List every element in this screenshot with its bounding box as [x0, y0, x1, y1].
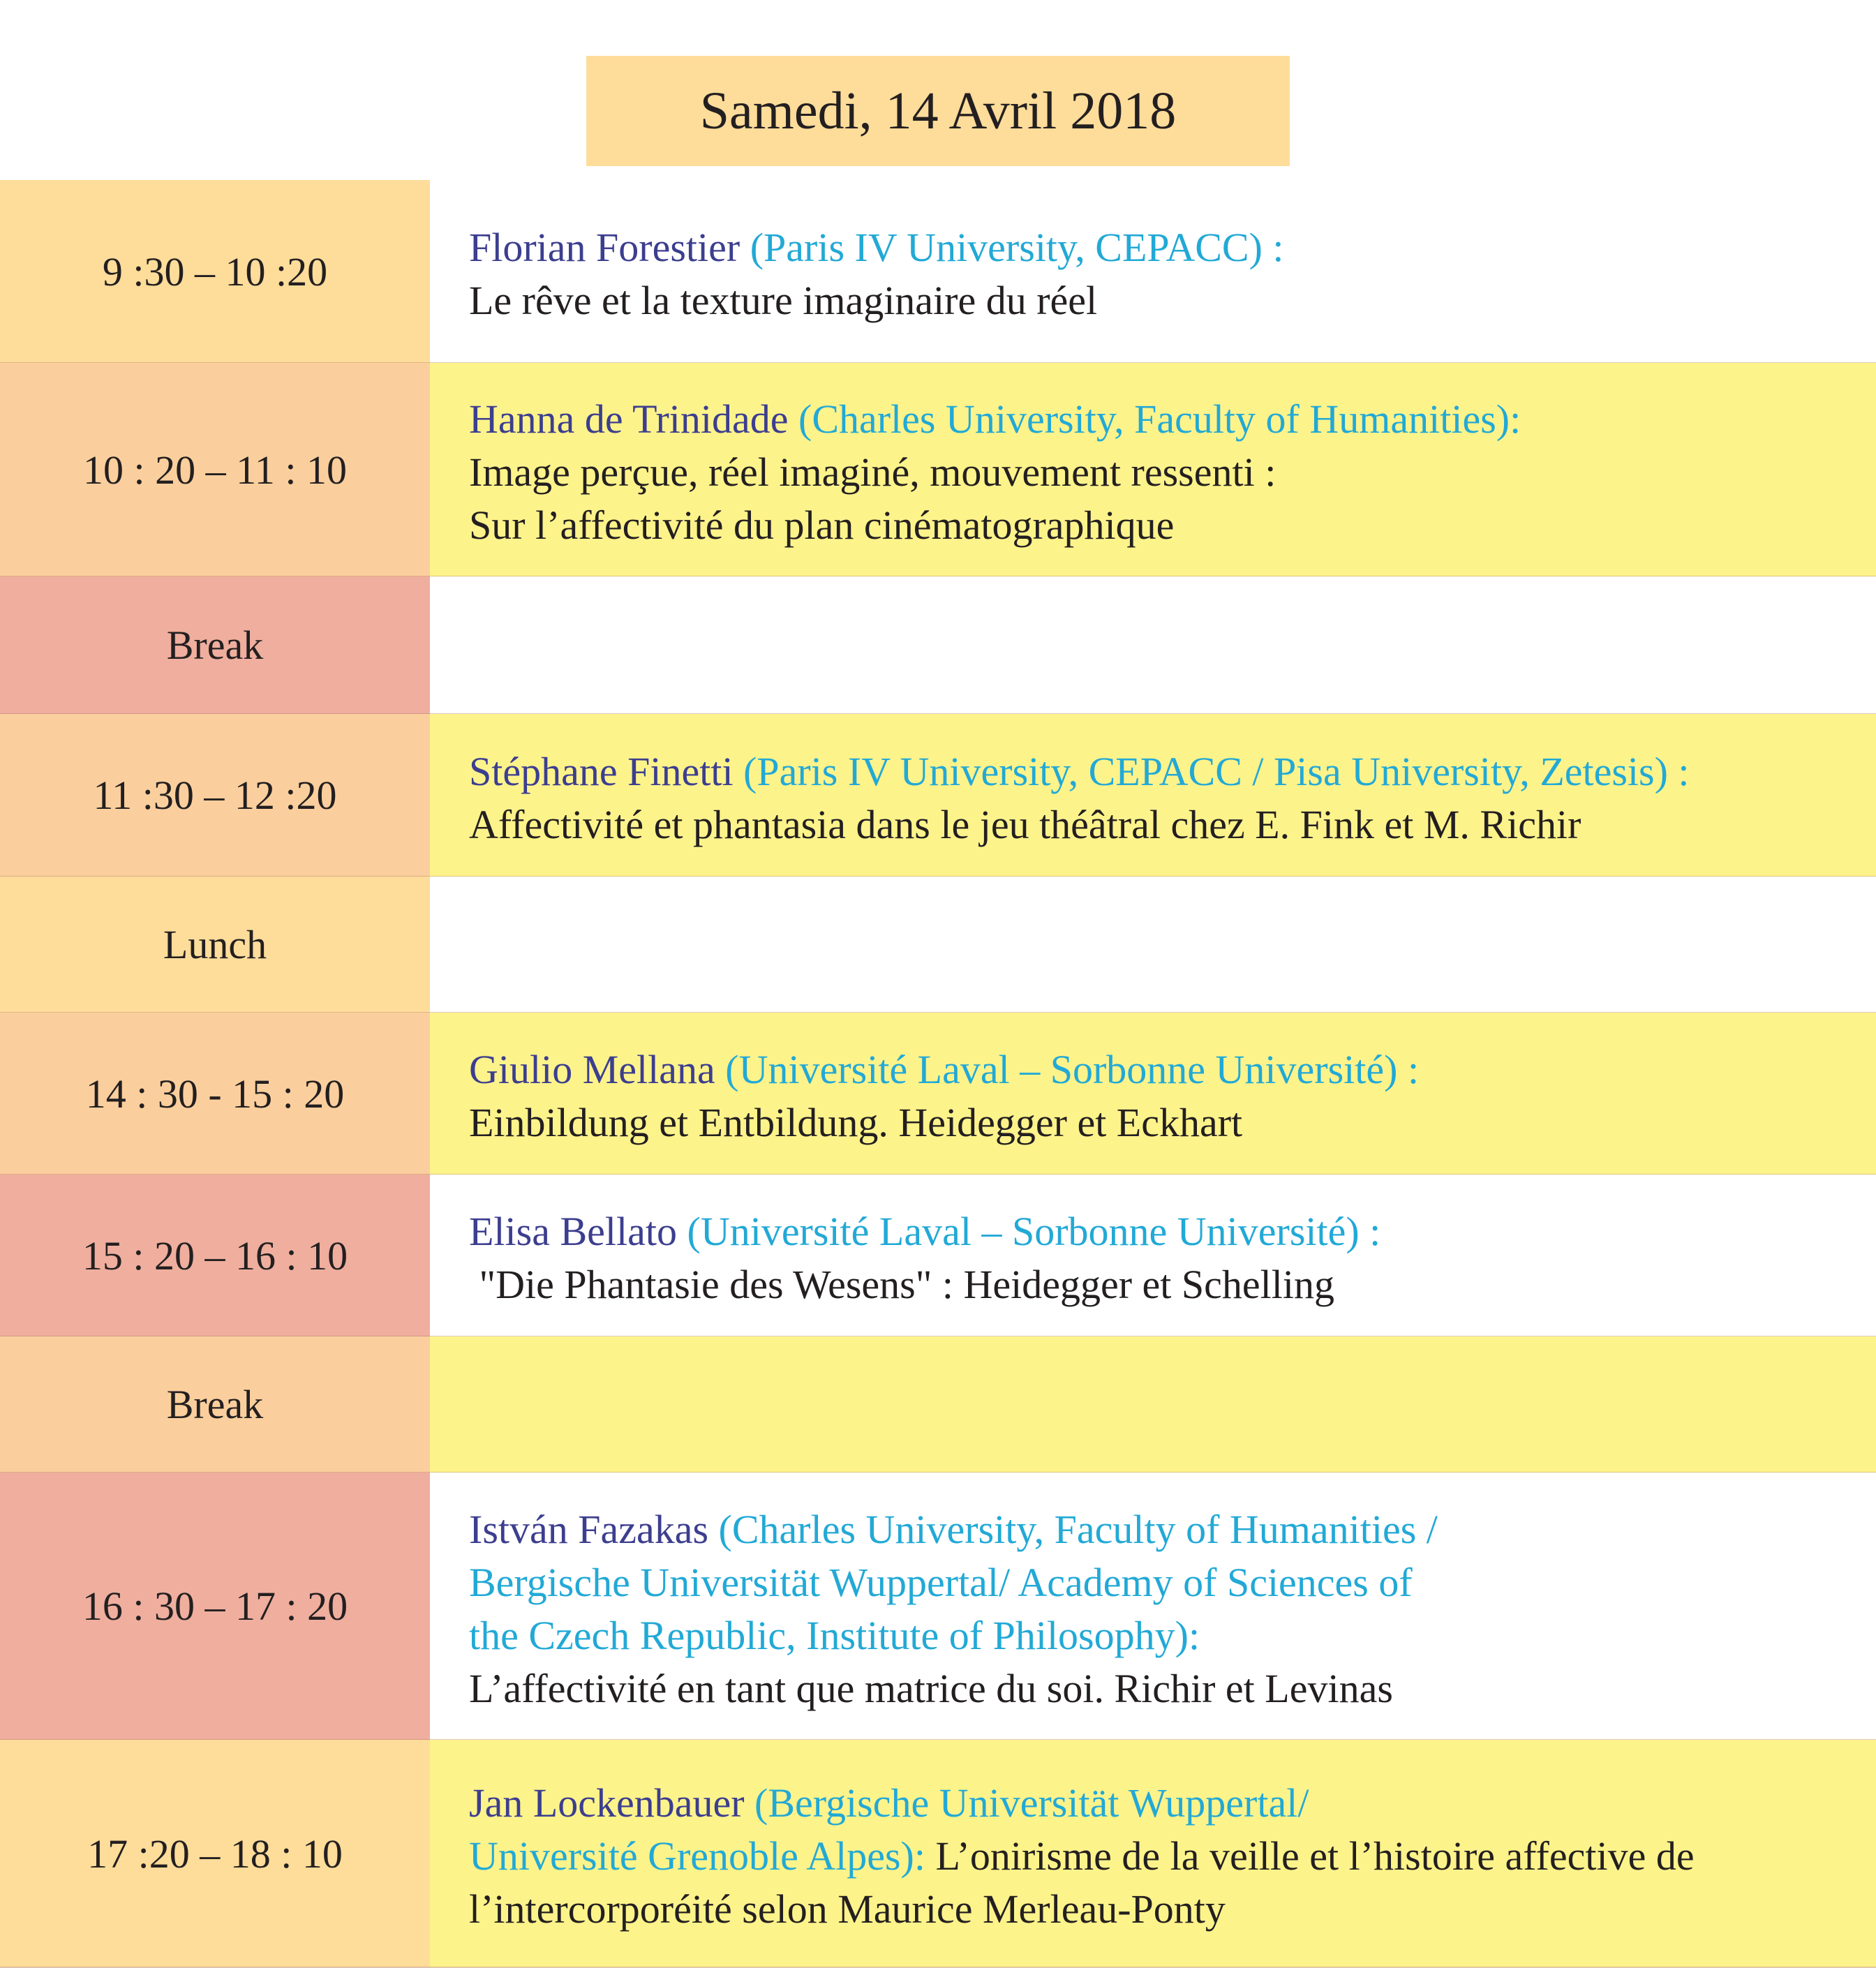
- speaker-affiliation: (Paris IV University, CEPACC) :: [740, 225, 1284, 270]
- table-row: [0, 576, 1876, 714]
- speaker-name: Giulio Mellana: [469, 1047, 715, 1092]
- table-row: [0, 1336, 1876, 1473]
- session-content: [430, 1175, 1876, 1336]
- time-slot: Break: [0, 576, 430, 714]
- speaker-affiliation: (Paris IV University, CEPACC / Pisa University, Zetesis) :: [733, 748, 1690, 794]
- talk-title: L’affectivité en tant que matrice du soi. Richir et Levinas: [469, 1665, 1393, 1711]
- talk-title: l’intercorporéité selon Maurice Merleau-Ponty: [469, 1886, 1226, 1932]
- time-slot: 15 : 20 – 16 : 10: [0, 1175, 430, 1336]
- time-slot: Break: [0, 1336, 430, 1473]
- time-slot: 17 :20 – 18 : 10: [0, 1740, 430, 1967]
- table-row: [0, 877, 1876, 1013]
- time-slot: 10 : 20 – 11 : 10: [0, 363, 430, 576]
- time-slot: Lunch: [0, 877, 430, 1013]
- speaker-affiliation: the Czech Republic, Institute of Philosophy):: [469, 1612, 1200, 1658]
- talk-title: Image perçue, réel imaginé, mouvement ressenti :: [469, 449, 1276, 495]
- session-content: [430, 714, 1876, 877]
- talk-title: Affectivité et phantasia dans le jeu théâtral chez E. Fink et M. Richir: [469, 801, 1581, 847]
- session-content: [430, 1740, 1876, 1967]
- speaker-name: Jan Lockenbauer: [469, 1780, 745, 1826]
- speaker-name: Stéphane Finetti: [469, 748, 734, 794]
- table-row: [0, 1740, 1876, 1967]
- speaker-affiliation: Université Grenoble Alpes):: [469, 1833, 925, 1879]
- session-content: [430, 576, 1876, 714]
- talk-title: Einbildung et Entbildung. Heidegger et Eckhart: [469, 1100, 1243, 1145]
- talk-title: L’onirisme de la veille et l’histoire affective de: [925, 1833, 1695, 1879]
- table-row: [0, 363, 1876, 576]
- schedule-table: [0, 180, 1876, 1967]
- time-slot: 14 : 30 - 15 : 20: [0, 1013, 430, 1175]
- time-slot: 11 :30 – 12 :20: [0, 714, 430, 877]
- session-content: [430, 363, 1876, 576]
- speaker-name: Elisa Bellato: [469, 1209, 677, 1254]
- talk-title: Le rêve et la texture imaginaire du réel: [469, 278, 1098, 323]
- time-slot: 9 :30 – 10 :20: [0, 180, 430, 363]
- table-row: [0, 1473, 1876, 1740]
- speaker-affiliation: (Charles University, Faculty of Humanities /: [708, 1506, 1438, 1552]
- speaker-affiliation: (Bergische Universität Wuppertal/: [744, 1780, 1309, 1826]
- date-banner: [586, 56, 1290, 166]
- talk-title: Sur l’affectivité du plan cinématographique: [469, 502, 1175, 548]
- talk-title: "Die Phantasie des Wesens" : Heidegger et Schelling: [469, 1262, 1334, 1307]
- speaker-name: Florian Forestier: [469, 225, 740, 270]
- speaker-name: István Fazakas: [469, 1506, 709, 1552]
- table-row: [0, 1175, 1876, 1336]
- speaker-name: Hanna de Trinidade: [469, 396, 789, 442]
- speaker-affiliation: (Université Laval – Sorbonne Université) :: [677, 1209, 1381, 1254]
- session-content: [430, 1013, 1876, 1175]
- session-content: [430, 1473, 1876, 1740]
- table-row: [0, 180, 1876, 363]
- speaker-affiliation: Bergische Universität Wuppertal/ Academy of Sciences of: [469, 1559, 1413, 1605]
- table-row: [0, 1013, 1876, 1175]
- speaker-affiliation: (Charles University, Faculty of Humanities):: [788, 396, 1521, 442]
- session-content: [430, 1336, 1876, 1473]
- speaker-affiliation: (Université Laval – Sorbonne Université) :: [715, 1047, 1420, 1092]
- session-content: [430, 877, 1876, 1013]
- time-slot: 16 : 30 – 17 : 20: [0, 1473, 430, 1740]
- date-title: Samedi, 14 Avril 2018: [699, 81, 1177, 140]
- table-row: [0, 714, 1876, 877]
- session-content: [430, 180, 1876, 363]
